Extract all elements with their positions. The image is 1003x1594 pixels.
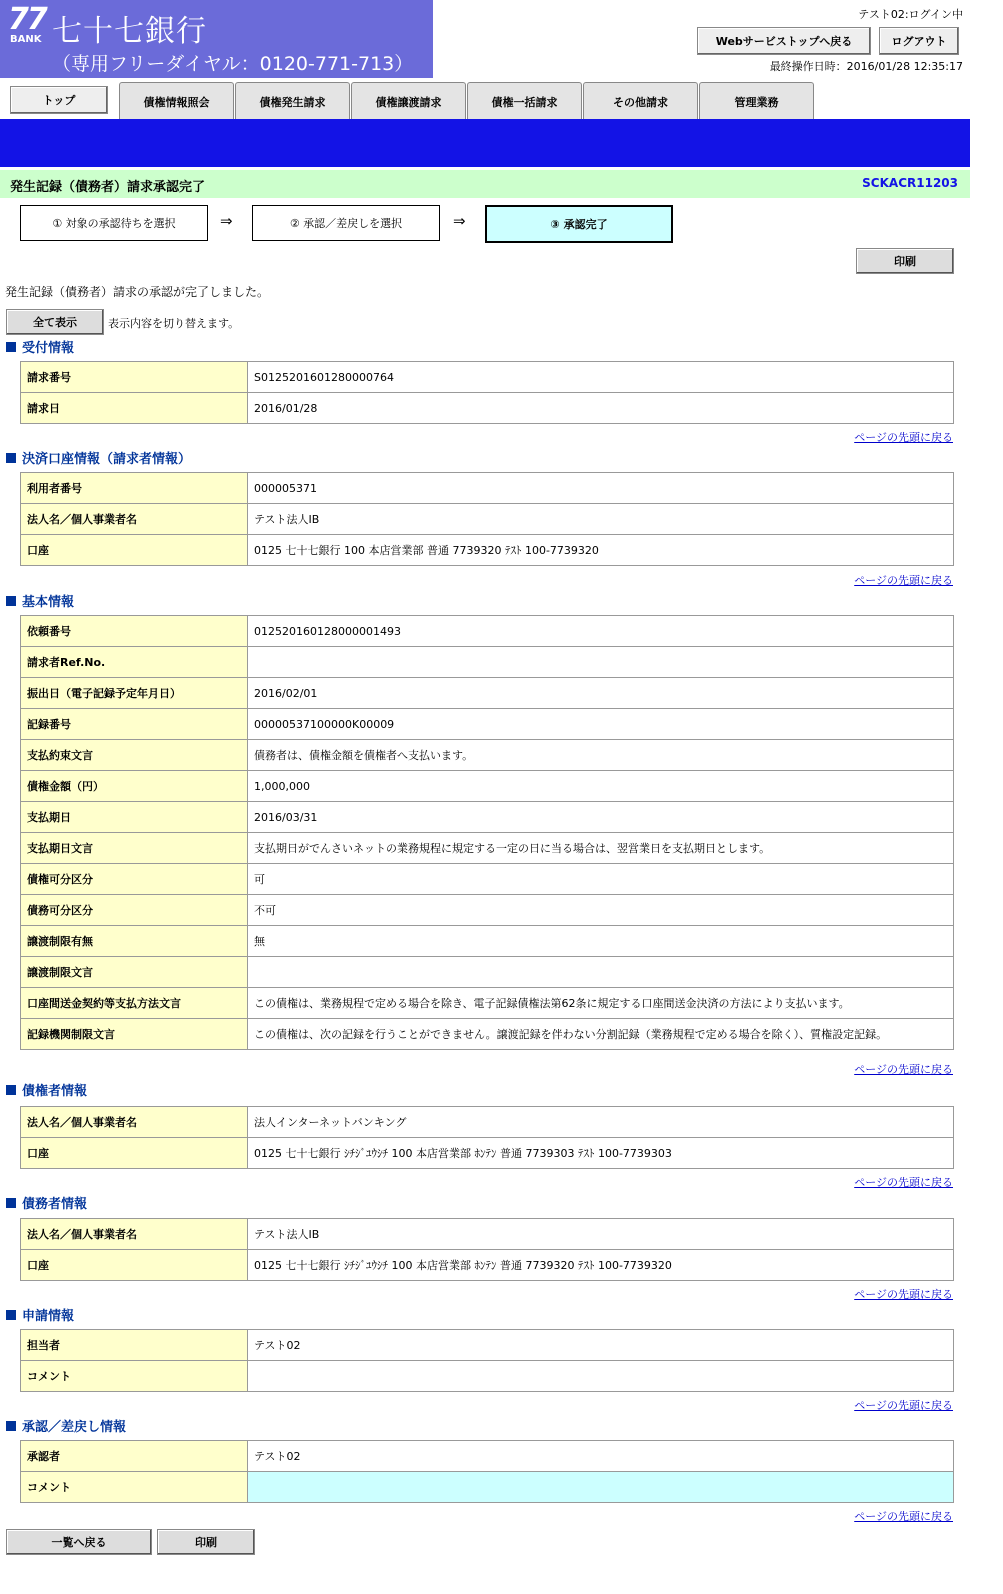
square-bullet-icon [6,1198,16,1208]
field-label: 口座 [21,1250,248,1281]
table-row [21,616,954,647]
creditor-table [20,1106,954,1169]
field-label: 債権金額（円） [21,771,248,802]
approval-table [20,1440,954,1503]
back-to-top-link[interactable]: ページの先頭に戻る [854,1399,953,1412]
back-to-top-link[interactable]: ページの先頭に戻る [854,1176,953,1189]
table-row [21,473,954,504]
field-label: コメント [21,1472,248,1503]
table-row [21,833,954,864]
debtor-table [20,1218,954,1281]
screen-code: SCKACR11203 [862,176,958,190]
table-row [21,740,954,771]
field-label: 記録機関制限文言 [21,1019,248,1050]
step-1: ① 対象の承認待ちを選択 [20,205,208,241]
field-label: 債権可分区分 [21,864,248,895]
approval-comment-field[interactable] [248,1472,954,1503]
field-value: 無 [248,926,954,957]
step-3-current: ③ 承認完了 [485,205,673,243]
logout-button[interactable]: ログアウト [879,27,959,55]
table-row [21,1107,954,1138]
field-value: 0125 七十七銀行 ｼﾁｼﾞﾕｳｼﾁ 100 本店営業部 ﾎﾝﾃﾝ 普通 7739303 ﾃｽﾄ 100-7739303 [248,1138,954,1169]
settlement-table [20,472,954,566]
field-value: 000005371 [248,473,954,504]
reception-table [20,361,954,424]
field-value: 可 [248,864,954,895]
main-nav-tabs [0,80,970,120]
last-operation-time: 最終操作日時：2016/01/28 12:35:17 [769,60,963,73]
field-label: 支払期日文言 [21,833,248,864]
field-label: 債務可分区分 [21,895,248,926]
field-label: 譲渡制限文言 [21,957,248,988]
bank-name: 七十七銀行 [52,14,207,49]
section-reception-title: 受付情報 [6,337,74,356]
field-value: テスト法人IB [248,504,954,535]
table-row [21,988,954,1019]
tab-bulk-request[interactable]: 債権一括請求 [467,82,582,120]
field-value: 1,000,000 [248,771,954,802]
field-value: 不可 [248,895,954,926]
field-label: 口座 [21,535,248,566]
field-value [248,1361,954,1392]
logo-mark: 77 [8,2,46,37]
field-value: この債権は、業務規程で定める場合を除き、電子記録債権法第62条に規定する口座間送金決済の方法により支払います。 [248,988,954,1019]
field-label: 支払期日 [21,802,248,833]
application-table [20,1329,954,1392]
field-label: 請求者Ref.No. [21,647,248,678]
table-row [21,504,954,535]
sub-menu-bar [0,119,970,167]
section-basic-title: 基本情報 [6,591,74,610]
table-row [21,1472,954,1503]
section-settlement-title: 決済口座情報（請求者情報） [6,448,191,467]
field-value: 2016/03/31 [248,802,954,833]
back-to-top-link[interactable]: ページの先頭に戻る [854,1288,953,1301]
field-value: 2016/01/28 [248,393,954,424]
square-bullet-icon [6,596,16,606]
field-label: 振出日（電子記録予定年月日） [21,678,248,709]
field-value: 012520160128000001493 [248,616,954,647]
field-value [248,957,954,988]
square-bullet-icon [6,1421,16,1431]
table-row [21,864,954,895]
back-to-top-link[interactable]: ページの先頭に戻る [854,574,953,587]
section-application-title: 申請情報 [6,1305,74,1324]
field-value: 法人インターネットバンキング [248,1107,954,1138]
field-label: 口座間送金契約等支払方法文言 [21,988,248,1019]
basic-info-table [20,615,954,1050]
table-row [21,678,954,709]
field-label: 譲渡制限有無 [21,926,248,957]
show-all-note: 表示内容を切り替えます。 [108,317,240,330]
table-row [21,362,954,393]
table-row [21,957,954,988]
back-to-list-button[interactable]: 一覧へ戻る [6,1529,152,1555]
field-value: 債務者は、債権金額を債権者へ支払います。 [248,740,954,771]
print-button-top[interactable]: 印刷 [856,248,954,274]
table-row [21,393,954,424]
field-value: この債権は、次の記録を行うことができません。譲渡記録を伴わない分割記録（業務規程で定める場合を除く）、質権設定記録。 [248,1019,954,1050]
field-label: 法人名／個人事業者名 [21,1219,248,1250]
step-arrow: ⇒ [453,212,466,230]
field-label: 請求日 [21,393,248,424]
field-label: 支払約束文言 [21,740,248,771]
section-debtor-title: 債務者情報 [6,1193,87,1212]
square-bullet-icon [6,1085,16,1095]
login-status: テスト02:ログイン中 [858,8,963,21]
field-value [248,647,954,678]
back-to-top-link[interactable]: ページの先頭に戻る [854,1063,953,1076]
table-row [21,895,954,926]
show-all-button[interactable]: 全て表示 [6,309,104,335]
field-value: 2016/02/01 [248,678,954,709]
completion-message: 発生記録（債務者）請求の承認が完了しました。 [5,285,270,299]
field-label: コメント [21,1361,248,1392]
back-to-top-link[interactable]: ページの先頭に戻る [854,1510,953,1523]
section-approval-title: 承認／差戻し情報 [6,1416,126,1435]
field-label: 承認者 [21,1441,248,1472]
table-row [21,1019,954,1050]
square-bullet-icon [6,453,16,463]
table-row [21,926,954,957]
top-button[interactable]: トップ [10,86,108,114]
tab-management[interactable]: 管理業務 [699,82,814,120]
table-row [21,709,954,740]
field-label: 担当者 [21,1330,248,1361]
field-label: 依頼番号 [21,616,248,647]
field-value: S0125201601280000764 [248,362,954,393]
table-row [21,1138,954,1169]
field-value: 0125 七十七銀行 100 本店営業部 普通 7739320 ﾃｽﾄ 100-7739320 [248,535,954,566]
field-value: テスト法人IB [248,1219,954,1250]
bank-logo-banner [0,0,433,78]
tab-credit-transfer[interactable]: 債権譲渡請求 [351,82,466,120]
field-value: 0125 七十七銀行 ｼﾁｼﾞﾕｳｼﾁ 100 本店営業部 ﾎﾝﾃﾝ 普通 7739320 ﾃｽﾄ 100-7739320 [248,1250,954,1281]
square-bullet-icon [6,1310,16,1320]
field-label: 口座 [21,1138,248,1169]
step-2: ② 承認／差戻しを選択 [252,205,440,241]
table-row [21,1441,954,1472]
page-header [0,0,1003,80]
field-value: テスト02 [248,1441,954,1472]
field-label: 法人名／個人事業者名 [21,504,248,535]
field-value: テスト02 [248,1330,954,1361]
logo-bank-text: BANK [10,34,42,45]
tab-credit-issue[interactable]: 債権発生請求 [235,82,350,120]
table-row [21,771,954,802]
table-row [21,1219,954,1250]
back-to-top-link[interactable]: ページの先頭に戻る [854,431,953,444]
field-value: 支払期日がでんさいネットの業務規程に規定する一定の日に当る場合は、翌営業日を支払期日とします。 [248,833,954,864]
tab-credit-inquiry[interactable]: 債権情報照会 [119,82,234,120]
free-dial-number: （専用フリーダイヤル：0120-771-713） [52,53,414,75]
field-label: 記録番号 [21,709,248,740]
field-label: 法人名／個人事業者名 [21,1107,248,1138]
section-creditor-title: 債権者情報 [6,1080,87,1099]
field-label: 利用者番号 [21,473,248,504]
print-button-bottom[interactable]: 印刷 [157,1529,255,1555]
step-arrow: ⇒ [220,212,233,230]
square-bullet-icon [6,342,16,352]
tab-other-requests[interactable]: その他請求 [583,82,698,120]
field-label: 請求番号 [21,362,248,393]
table-row [21,1330,954,1361]
table-row [21,802,954,833]
field-value: 00000537100000K00009 [248,709,954,740]
table-row [21,535,954,566]
table-row [21,1250,954,1281]
web-service-top-button[interactable]: Webサービストップへ戻る [697,27,871,55]
page-title: 発生記録（債務者）請求承認完了 [10,180,206,195]
table-row [21,1361,954,1392]
table-row [21,647,954,678]
page-title-bar [0,170,970,198]
